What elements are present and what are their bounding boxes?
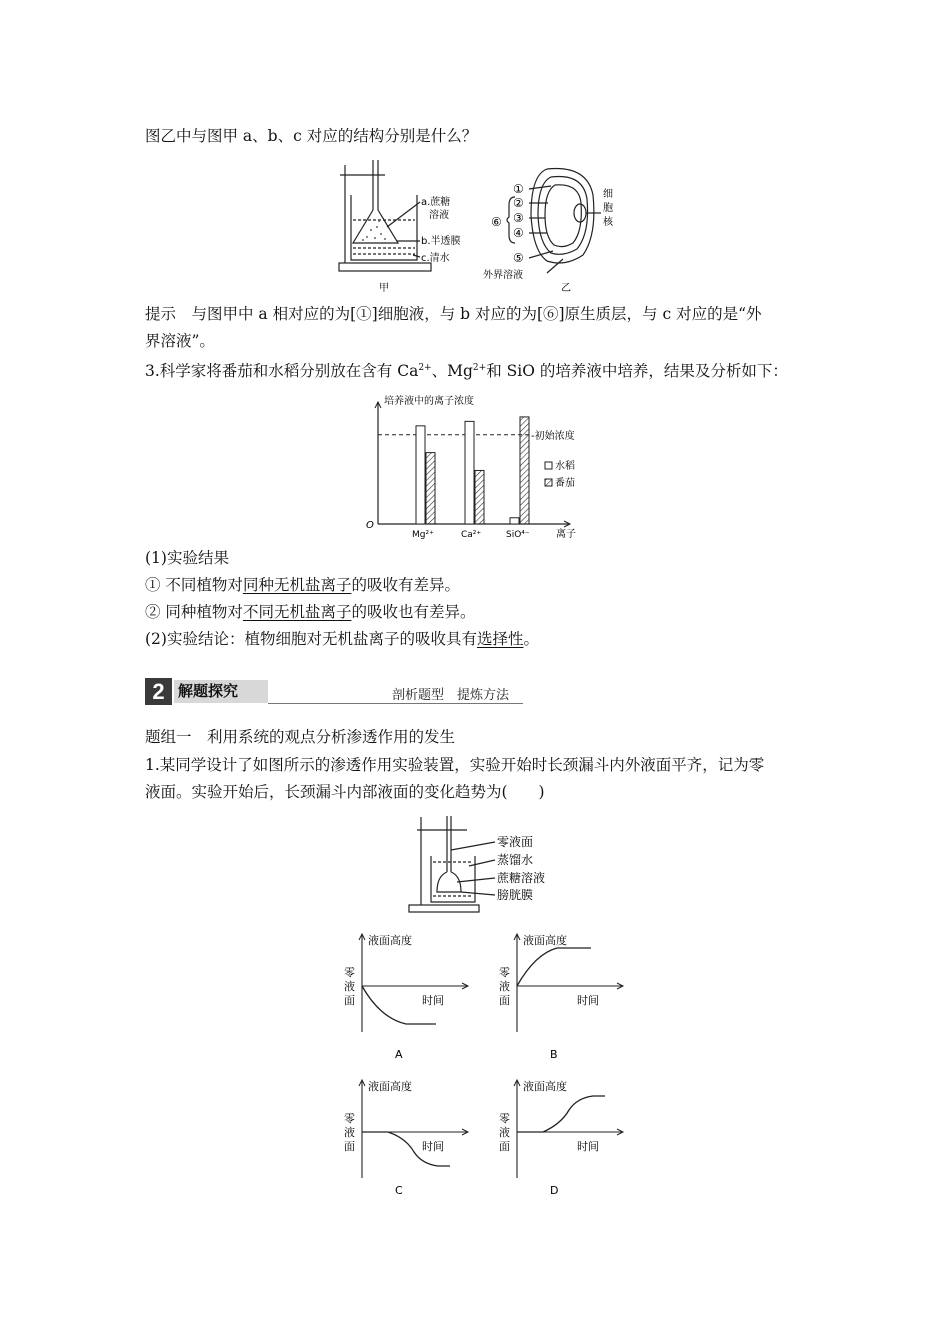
- zero-label-3: 面: [499, 1140, 510, 1153]
- graph-option-d[interactable]: [495, 1074, 635, 1199]
- question-intro: 图乙中与图甲 a、b、c 对应的结构分别是什么？: [145, 127, 478, 145]
- zero-label-2: 液: [344, 1126, 355, 1139]
- label-a1: a.蔗糖: [421, 197, 451, 208]
- concl-pre: (2)实验结论：植物细胞对无机盐离子的吸收具有: [145, 630, 477, 648]
- concl-underlined: 选择性: [476, 630, 524, 648]
- option-label-d: D: [550, 1184, 559, 1197]
- zero-label-3: 面: [344, 994, 355, 1007]
- section-title: 解题探究: [174, 680, 268, 703]
- result-1: [145, 574, 460, 596]
- y-axis-label: 液面高度: [368, 1080, 412, 1093]
- caption-yi: 乙: [561, 283, 571, 294]
- tick-label-1: Mg²⁺: [412, 530, 434, 540]
- legend-swatch-tomato: [545, 479, 552, 486]
- tick-label-2: Ca²⁺: [461, 530, 482, 540]
- group-1-title: 题组一 利用系统的观点分析渗透作用的发生: [145, 728, 456, 746]
- q1-line2: 液面。实验开始后，长颈漏斗内部液面的变化趋势为( ): [145, 783, 545, 801]
- funnel-apparatus-figure: [405, 812, 575, 917]
- bar-rice-3: [510, 518, 519, 524]
- label-a2: 溶液: [429, 210, 449, 221]
- x-axis-label: 时间: [577, 994, 599, 1007]
- r1-pre: ① 不同植物对: [145, 576, 243, 594]
- zero-label-2: 液: [344, 980, 355, 993]
- zero-label-2: 液: [499, 1126, 510, 1139]
- zero-label-3: 面: [344, 1140, 355, 1153]
- label-distilled-water: 蒸馏水: [497, 853, 534, 867]
- label-bladder-membrane: 膀胱膜: [497, 888, 534, 902]
- beaker: [351, 195, 417, 260]
- bar-rice-1: [416, 426, 425, 524]
- osmosis-figure: [325, 155, 625, 295]
- graph-option-a[interactable]: [340, 928, 480, 1063]
- y-axis-label: 液面高度: [523, 934, 567, 947]
- section-subtitle: 剖析题型 提炼方法: [392, 688, 510, 703]
- results-title: (1)实验结果: [145, 549, 229, 567]
- r2-underlined: 不同无机盐离子: [242, 603, 352, 621]
- stand-base: [339, 263, 431, 271]
- q3-post: 和 SiO 的培养液中培养，结果及分析如下：: [486, 362, 788, 380]
- bar-tomato-2: [475, 470, 484, 524]
- r2-pre: ② 同种植物对: [145, 603, 243, 621]
- level-curve: [517, 1096, 605, 1132]
- question-3: [145, 360, 788, 382]
- bar-tomato-3: [520, 417, 529, 524]
- graph-option-b[interactable]: [495, 928, 635, 1063]
- label-b: b.半透膜: [421, 236, 461, 247]
- legend-label-rice: 水稻: [555, 461, 575, 472]
- concl-post: 。: [523, 630, 539, 648]
- initial-concentration-label: -初始浓度: [531, 430, 575, 442]
- zero-label-1: 零: [344, 966, 355, 979]
- num-6: ⑥: [491, 215, 502, 229]
- x-axis-label: 时间: [422, 1140, 444, 1153]
- x-axis-label: 时间: [577, 1140, 599, 1153]
- option-label-a: A: [395, 1048, 403, 1061]
- x-axis-label: 时间: [422, 994, 444, 1007]
- hint-line1: 提示 与图甲中 a 相对应的为[①]细胞液，与 b 对应的为[⑥]原生质层，与 c 对应的是“外: [145, 305, 762, 323]
- r1-underlined: 同种无机盐离子: [242, 576, 352, 594]
- conclusion: [145, 628, 539, 650]
- result-2: [145, 601, 475, 623]
- q3-mid: 、Mg: [431, 362, 473, 380]
- nucleus-1: 细: [603, 189, 613, 200]
- zero-label-2: 液: [499, 980, 510, 993]
- label-zero-level: 零液面: [497, 835, 534, 849]
- level-curve: [517, 948, 591, 986]
- y-axis-label: 液面高度: [523, 1080, 567, 1093]
- bar-tomato-1: [426, 453, 435, 524]
- q3-sup1: 2+: [418, 363, 432, 373]
- num-1: ①: [513, 182, 524, 196]
- r1-post: 的吸收有差异。: [351, 576, 460, 594]
- section-divider: [268, 703, 523, 704]
- label-sucrose: 蔗糖溶液: [497, 871, 546, 885]
- section-number: 2: [145, 678, 172, 705]
- q1-line1: 1.某同学设计了如图所示的渗透作用实验装置，实验开始时长颈漏斗内外液面平齐，记为零: [145, 756, 765, 774]
- hint-line2: 界溶液”。: [145, 332, 215, 350]
- ion-concentration-chart: [360, 388, 600, 543]
- x-axis-label: 离子: [556, 529, 576, 540]
- nucleus-3: 核: [603, 217, 613, 228]
- r2-post: 的吸收也有差异。: [351, 603, 476, 621]
- zero-label-1: 零: [499, 1112, 510, 1125]
- num-3: ③: [513, 211, 524, 225]
- num-2: ②: [513, 196, 524, 210]
- option-label-c: C: [395, 1184, 403, 1197]
- zero-label-1: 零: [344, 1112, 355, 1125]
- bar-rice-2: [465, 421, 474, 524]
- legend-label-tomato: 番茄: [555, 478, 575, 489]
- y-axis-label: 培养液中的离子浓度: [384, 396, 474, 407]
- outside-solution: 外界溶液: [483, 270, 523, 281]
- legend-swatch-rice: [545, 462, 552, 469]
- origin-label: O: [366, 520, 374, 531]
- graph-option-c[interactable]: [340, 1074, 480, 1199]
- q3-sup2: 2+: [472, 363, 487, 373]
- tick-label-3: SiO⁴⁻: [506, 530, 530, 540]
- caption-jia: 甲: [379, 283, 389, 294]
- zero-label-3: 面: [499, 994, 510, 1007]
- num-4: ④: [513, 226, 524, 240]
- num-5: ⑤: [513, 251, 524, 265]
- label-c: c.清水: [421, 253, 450, 264]
- option-label-b: B: [550, 1048, 558, 1061]
- zero-label-1: 零: [499, 966, 510, 979]
- q3-pre: 3.科学家将番茄和水稻分别放在含有 Ca: [145, 362, 419, 380]
- y-axis-label: 液面高度: [368, 934, 412, 947]
- nucleus-2: 胞: [603, 203, 613, 214]
